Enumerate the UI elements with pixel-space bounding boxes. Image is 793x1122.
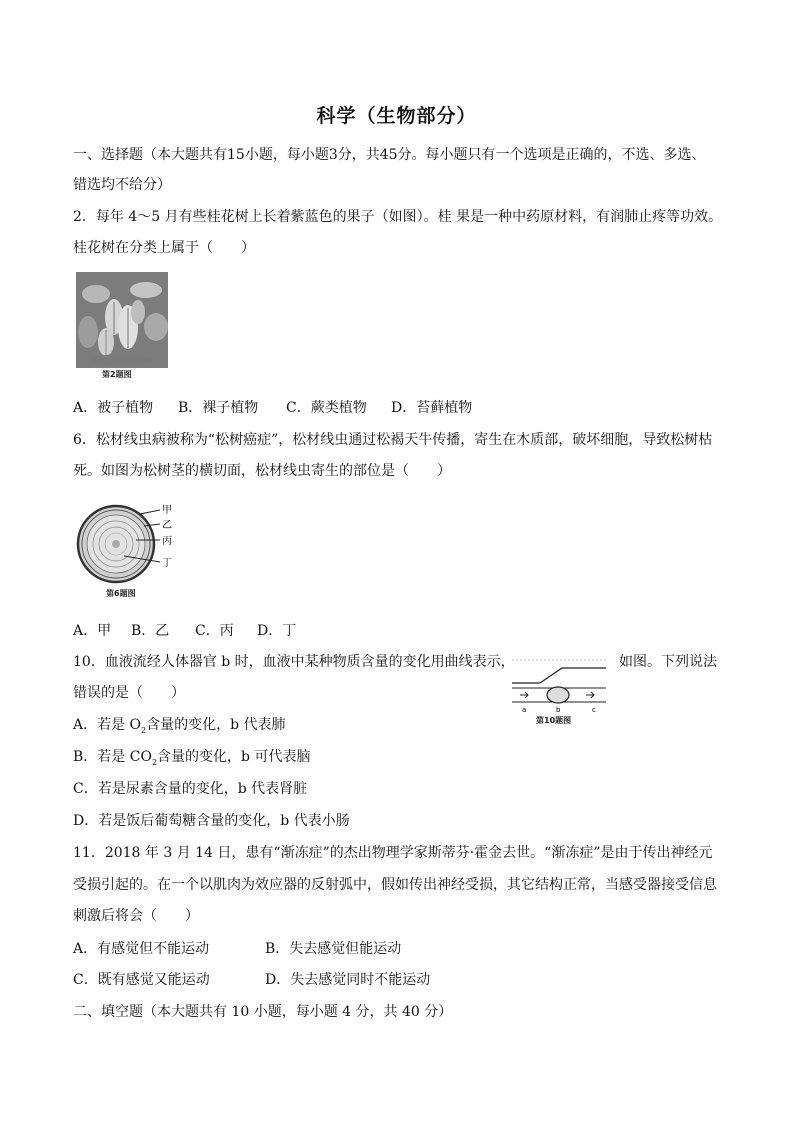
q2-option-c[interactable]: C．蕨类植物 bbox=[286, 400, 367, 416]
q6-option-a[interactable]: A．甲 bbox=[73, 623, 112, 639]
q10-text-line2: 错误的是（ ） bbox=[73, 685, 185, 701]
q6-figure-caption: 第6题图 bbox=[106, 589, 136, 598]
label-ding: 丁 bbox=[162, 558, 172, 569]
section1-instructions-line1: 一、选择题（本大题共有15小题，每小题3分，共45分。每小题只有一个选项是正确的，不选、多选、 bbox=[73, 147, 706, 163]
q10-option-b[interactable]: B．若是 $CO_2$含量的变化，b 可代表脑 bbox=[73, 749, 311, 767]
q11-option-d[interactable]: D．失去感觉同时不能运动 bbox=[265, 972, 431, 988]
label-b: b bbox=[556, 706, 561, 714]
label-c: c bbox=[592, 706, 596, 714]
q10-option-d[interactable]: D．若是饭后葡萄糖含量的变化，b 代表小肠 bbox=[73, 813, 350, 829]
q6-option-b[interactable]: B．乙 bbox=[131, 623, 170, 639]
q10-text-line1-tail: 如图。下列说法 bbox=[619, 654, 717, 670]
q2-options bbox=[73, 398, 472, 418]
q6-text-line1: 6．松材线虫病被称为“松树癌症”，松材线虫通过松褐天牛传播，寄生在木质部，破坏细胞，导致松树枯 bbox=[73, 432, 713, 448]
blood-vessel-curve-diagram bbox=[508, 656, 610, 714]
q2-option-b[interactable]: B．裸子植物 bbox=[178, 400, 259, 416]
q2-option-d[interactable]: D．苔藓植物 bbox=[391, 400, 473, 416]
label-bing: 丙 bbox=[162, 536, 172, 547]
label-yi: 乙 bbox=[162, 520, 172, 531]
q10-figure-caption: 第10题图 bbox=[536, 716, 572, 725]
pine-stem-cross-section bbox=[76, 500, 176, 588]
q6-option-d[interactable]: D．丁 bbox=[257, 623, 297, 639]
q2-option-a[interactable]: A．被子植物 bbox=[73, 400, 154, 416]
section2-instructions: 二、填空题（本大题共有 10 小题，每小题 4 分，共 40 分） bbox=[73, 1004, 453, 1020]
label-a: a bbox=[522, 706, 527, 714]
q11-text-line2: 受损引起的。在一个以肌肉为效应器的反射弧中，假如传出神经受损，其它结构正常，当感受器接受信息 bbox=[73, 877, 717, 893]
label-jia: 甲 bbox=[162, 505, 172, 516]
q2-text-line2: 桂花树在分类上属于（ ） bbox=[73, 240, 255, 256]
q2-figure-caption: 第2题图 bbox=[102, 370, 132, 379]
q6-text-line2: 死。如图为松树茎的横切面，松材线虫寄生的部位是（ ） bbox=[73, 463, 451, 479]
q11-option-b[interactable]: B．失去感觉但能运动 bbox=[265, 941, 402, 957]
q10-option-a[interactable]: A．若是 $O_2$含量的变化，b 代表肺 bbox=[73, 717, 286, 735]
q6-options bbox=[73, 621, 296, 641]
q10-figure bbox=[508, 656, 610, 728]
q2-text-line1: 2．每年 4～5 月有些桂花树上长着紫蓝色的果子（如图）。桂 果是一种中药原材料，有润肺止疼等功效。 bbox=[73, 209, 723, 225]
q6-option-c[interactable]: C．丙 bbox=[195, 623, 234, 639]
q2-figure bbox=[76, 272, 168, 382]
q10-option-c[interactable]: C．若是尿素含量的变化，b 代表肾脏 bbox=[73, 781, 308, 797]
q11-text-line3: 刺激后将会（ ） bbox=[73, 908, 199, 924]
q11-option-a[interactable]: A．有感觉但不能运动 bbox=[73, 941, 210, 957]
osmanthus-fruit-image bbox=[76, 272, 168, 368]
q6-figure bbox=[76, 500, 176, 604]
q11-text-line1: 11．2018 年 3 月 14 日，患有“渐冻症”的杰出物理学家斯蒂芬·霍金去世。“渐冻症”是由于传出神经元 bbox=[73, 845, 713, 861]
q11-option-c[interactable]: C．既有感觉又能运动 bbox=[73, 972, 210, 988]
q10-text-line1: 10．血液流经人体器官 b 时，血液中某种物质含量的变化用曲线表示， bbox=[73, 654, 515, 670]
page-title: 科学（生物部分） bbox=[316, 105, 477, 127]
section1-instructions-line2: 错选均不给分） bbox=[73, 177, 171, 193]
